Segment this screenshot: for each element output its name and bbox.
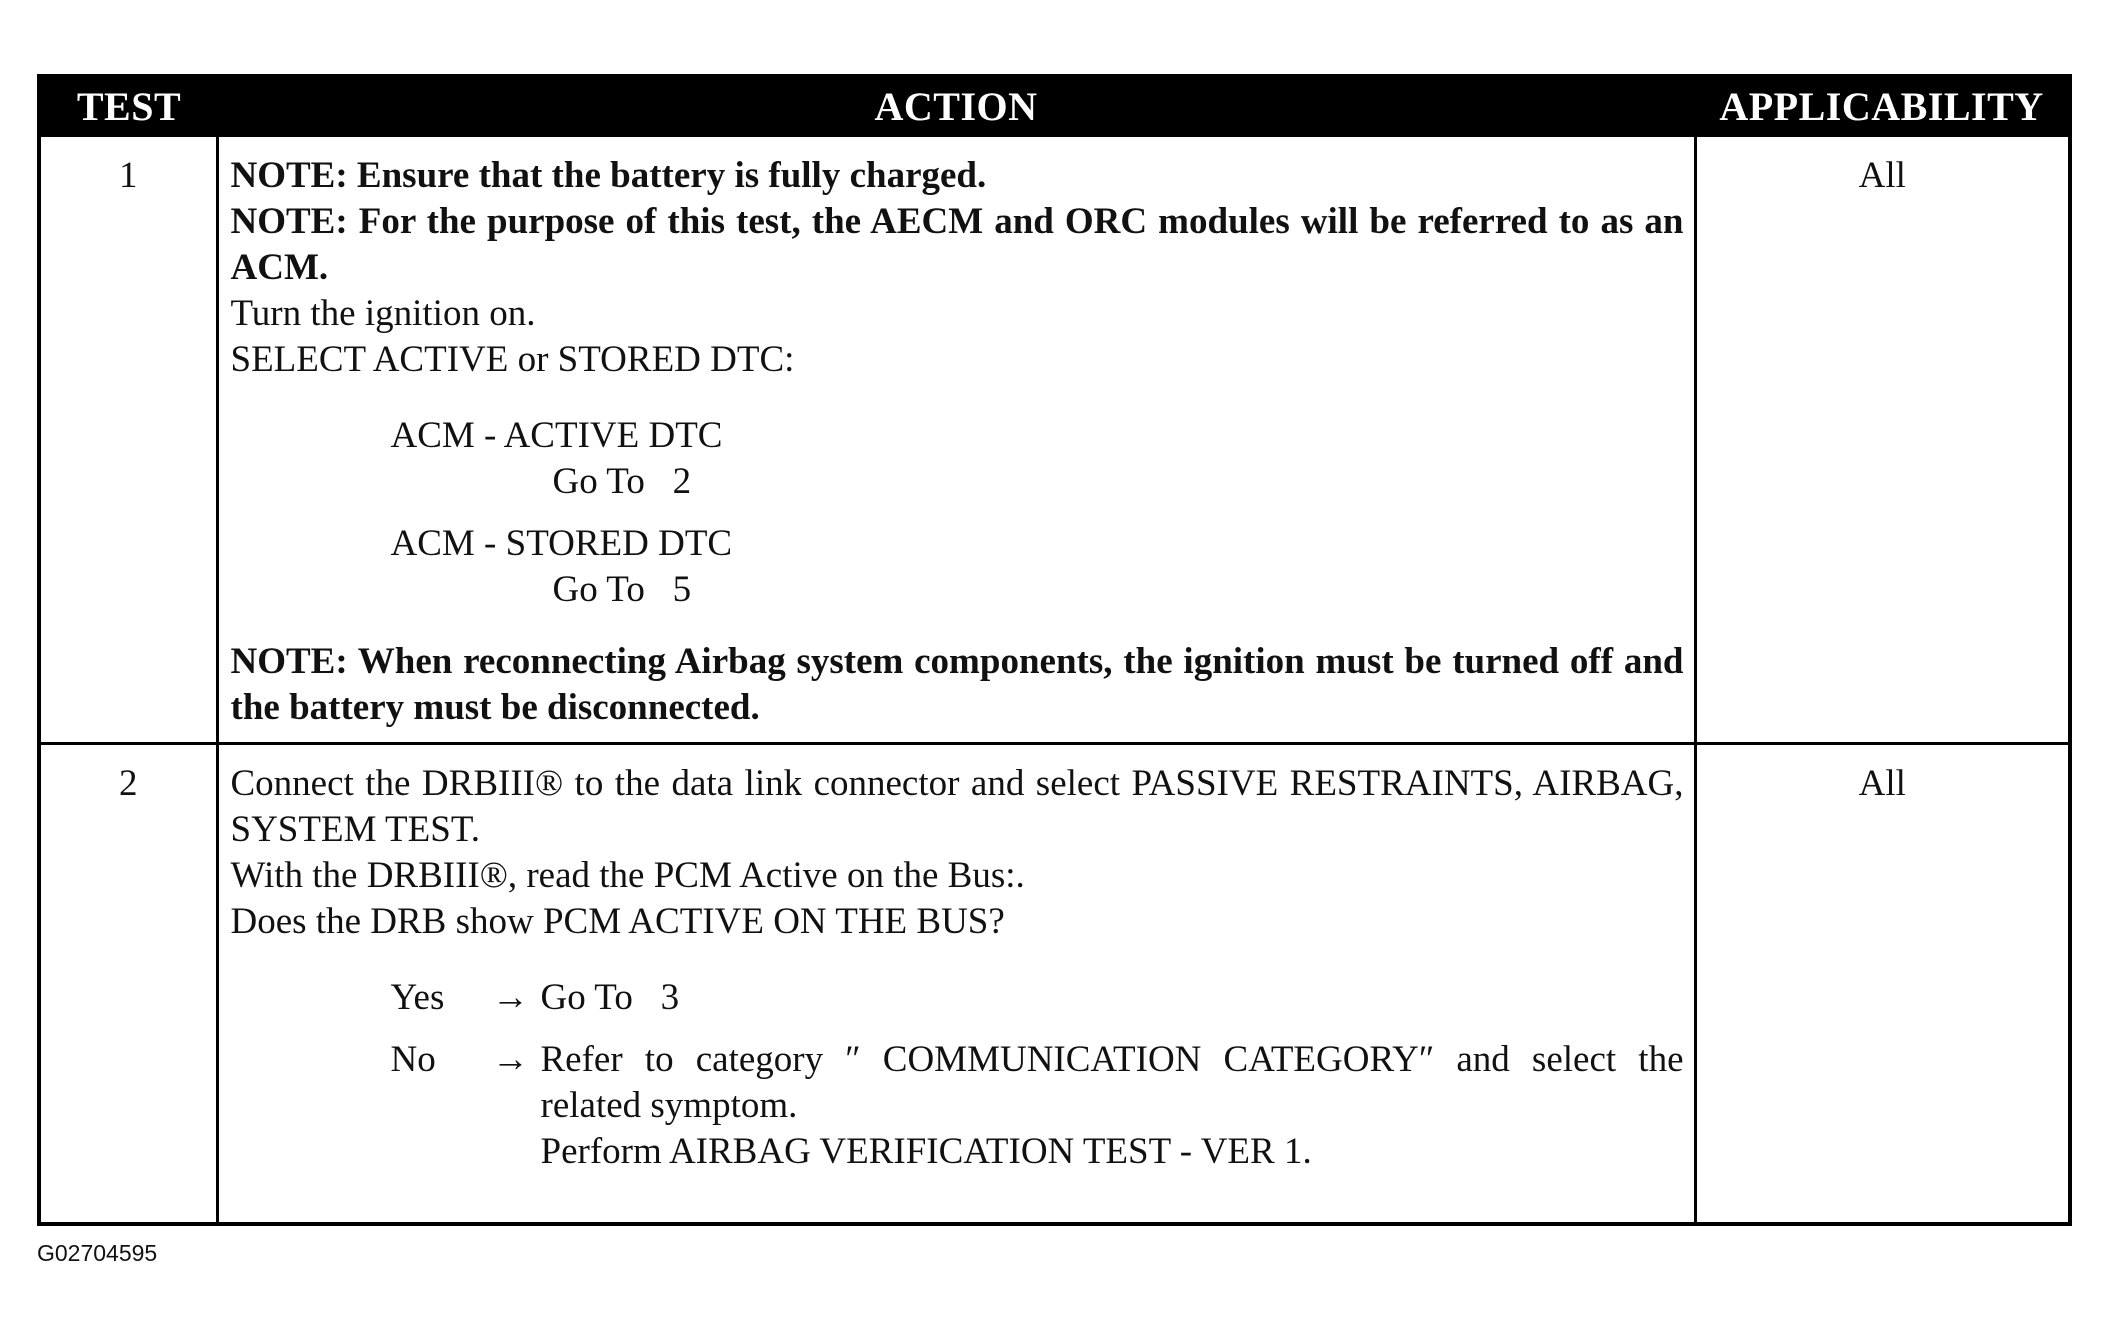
step-select-dtc: SELECT ACTIVE or STORED DTC: <box>230 339 795 380</box>
note-reconnecting-airbag: NOTE: When reconnecting Airbag system components, the ignition must be turned off and the battery must be disconnected. <box>230 641 1684 728</box>
diagnostic-test-table <box>41 78 2068 1222</box>
note-acm-definition: NOTE: For the purpose of this test, the AECM and ORC modules will be referred to as an ACM. <box>230 201 1684 288</box>
answer-no <box>391 1037 1684 1175</box>
option-active-dtc: ACM - ACTIVE DTC <box>390 415 723 456</box>
diagnostic-test-table-frame <box>37 74 2072 1226</box>
action-cell <box>217 136 1695 744</box>
figure-id: G02704595 <box>37 1240 158 1266</box>
header-applicability: APPLICABILITY <box>1695 78 2068 136</box>
step-ignition-on: Turn the ignition on. <box>230 293 536 334</box>
table-row <box>41 743 2068 1222</box>
note-battery-charged: NOTE: Ensure that the battery is fully charged. <box>230 155 987 196</box>
step-connect-drbiii: Connect the DRBIII® to the data link connector and select PASSIVE RESTRAINTS, AIRBAG, SYSTEM TEST. <box>230 762 1684 850</box>
arrow-right-icon: → <box>492 976 529 1018</box>
header-action: ACTION <box>217 78 1695 136</box>
table-row <box>41 136 2068 744</box>
option-stored-dtc: ACM - STORED DTC <box>390 523 733 564</box>
answer-no-label: No <box>390 1038 436 1080</box>
goto-test-5: Go To 5 <box>552 569 692 610</box>
answer-yes-action: Go To 3 <box>540 976 680 1018</box>
test-number-cell: 2 <box>41 743 217 1222</box>
answer-no-verification: Perform AIRBAG VERIFICATION TEST - VER 1. <box>540 1130 1312 1172</box>
action-cell <box>217 743 1695 1222</box>
applicability-cell: All <box>1695 743 2068 1222</box>
answer-yes <box>391 975 1684 1021</box>
header-test: TEST <box>41 78 217 136</box>
test-number-cell: 1 <box>41 136 217 744</box>
answer-no-action: Refer to category ″ COMMUNICATION CATEGORY″ and select the related symptom. <box>540 1038 1684 1126</box>
arrow-right-icon: → <box>492 1038 529 1080</box>
answer-yes-label: Yes <box>390 976 445 1018</box>
question-pcm-active: Does the DRB show PCM ACTIVE ON THE BUS? <box>230 900 1005 942</box>
answer-no-action-block <box>541 1037 1684 1175</box>
table-header-row <box>41 78 2068 136</box>
step-read-pcm-active: With the DRBIII®, read the PCM Active on the Bus:. <box>230 854 1025 896</box>
goto-test-2: Go To 2 <box>552 461 692 502</box>
applicability-cell: All <box>1695 136 2068 744</box>
